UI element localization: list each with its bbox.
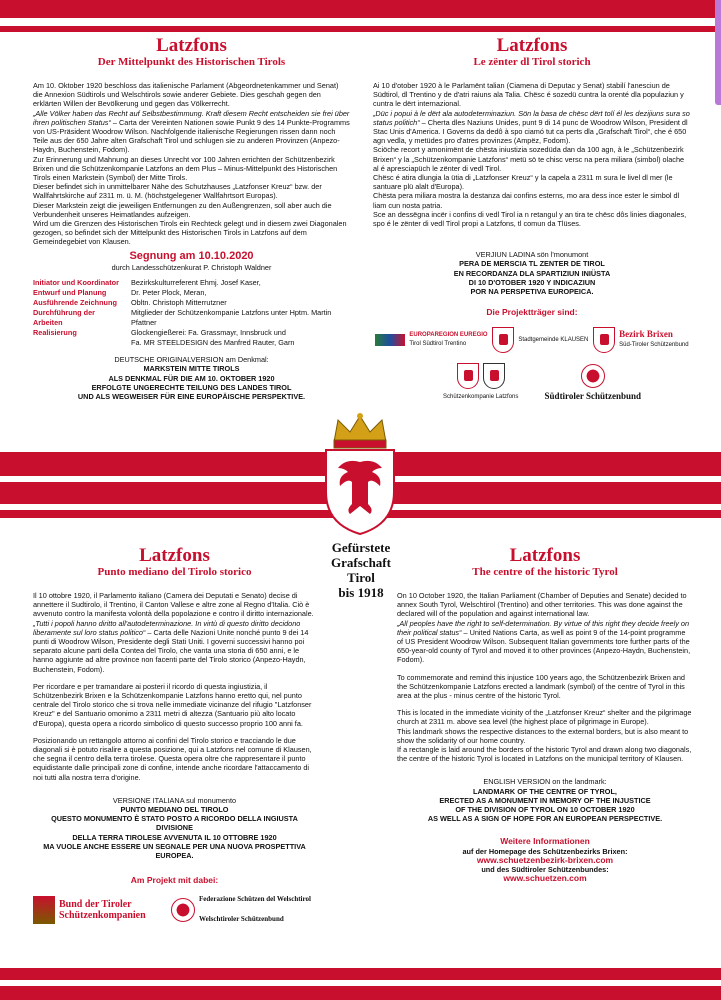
credit-name: Fa. MR STEELDESIGN des Manfred Rauter, Garn (131, 338, 295, 348)
english-p2: „All peoples have the right to self-determination. By virtue of this right they decide freely on their political status“ – United Nations Carta, as well as point 9 of the 14-point programme of US President Woodrow Wilson. Subsequent Italian governments tore further parts of the 650-year-old county of Tyrol and moved it to other provinces (Anpezo-Haydn, Buchenstein, Fodom). (397, 618, 691, 665)
tyrol-coat-of-arms (316, 412, 404, 538)
italian-title: Latzfons (139, 545, 210, 566)
italian-subtitle: Punto mediano del Tirolo storico (97, 566, 252, 578)
german-orig-2: ALS DENKMAL FÜR DIE AM 10. OKTOBER 1920 (108, 373, 275, 383)
eagle-icon (581, 364, 605, 388)
link-schuetzenbezirk[interactable]: www.schuetzenbezirk-brixen.com (476, 854, 614, 865)
credit-role: Durchführung der Arbeiten (33, 308, 96, 327)
ladin-title: Latzfons (496, 35, 568, 56)
german-orig-1: MARKSTEIN MITTE TIROLS (143, 364, 240, 374)
ladin-orig-4: POR NA PERSPETIVA EUROPEICA. (470, 287, 594, 297)
logo-brixen: Bezirk Brixen Süd-Tiroler Schützenbund (593, 327, 688, 353)
sponsors-heading: Die Projektträger sind: (486, 307, 578, 318)
bund-emblem-icon (33, 896, 55, 924)
credit-name: Mitglieder der Schützenkompanie Latzfons unter Hptm. Martin Pfattner (131, 308, 332, 327)
italian-p2: „Tutti i popoli hanno diritto all'autodeterminazione. In virtù di questo diritto decidono liberamente sul loro status politico“ – Carta delle Nazioni Unite nonché punto 9 dei 14 punti di Woodrow Wilson, Presidente degli Stati Uniti. I governi successivi hanno poi separato alcune parti della Contea del Tirolo, che vanta una storia di 650 anni, e le hanno aggiunte ad altre province non facenti parte del Tirolo storico (Anpezo-Haydn, Buchenstein, Fodom). (33, 618, 309, 674)
support-heading: Am Projekt mit dabei: (130, 875, 219, 886)
italian-p3: Per ricordare e per tramandare ai posteri il ricordo di questa ingiustizia, il Schützenbezirk Brixen e la Schützenkompanie Latzfons hanno eretto qui, nel punto centrale del Tirolo storico che si trova nelle immediate vicinanze del rifugio "Latzfonser Kreuz" e del Santuario omonimo a 2311 metri di altezza (Santuario più alto locato d'Europa), questa opera a ricordo simbolico di questo successo proprio 100 anni fa. (33, 681, 312, 728)
english-p6: If a rectangle is laid around the borders of the historic Tyrol and drawn along two diagonals, the centre of the historic Tyrol is located in Latzfons on the municipal territory of Klausen. (397, 745, 692, 764)
english-orig-2: ERECTED AS A MONUMENT IN MEMORY OF THE INJUSTICE (439, 795, 651, 805)
ladin-orig-2: EN RECORDANZA DLA SPARTIZIUN INIÜSTA (453, 268, 611, 278)
italian-orig-head: VERSIONE ITALIANA sul monumento (112, 795, 237, 805)
italian-orig-3: DELLA TERRA TIROLESE AVVENUTA IL 10 OTTOBRE 1920 (72, 832, 277, 842)
credit-role: Entwurf und Planung (33, 288, 107, 298)
german-p4: Dieser befindet sich in unmittelbarer Nähe des Schutzhauses „Latzfonser Kreuz“ bzw. der Wallfahrtskirche auf 2311 m. ü. M. (höchstgelegener Wallfahrtsort Europas). (33, 182, 322, 201)
credits-list (33, 278, 350, 347)
logo-bund: Bund der Tiroler Schützenkompanien (33, 896, 159, 924)
credit-role: Ausführende Zeichnung (33, 298, 117, 308)
top-red-stripe (0, 26, 721, 32)
italian-section (33, 546, 316, 925)
credit-name: Obltn. Christoph Mitterrutzner (131, 298, 227, 308)
ladin-p5: Chësta pera miliara mostra la destanza dai confins esterns, mo ara dess ince ester le simbol dl liam cun nosta patria. (373, 191, 680, 210)
blessing-date: Segnung am 10.10.2020 (129, 249, 254, 262)
klausen-shield-icon (492, 327, 514, 353)
shield-icon (326, 450, 394, 534)
english-p5: This landmark shows the respective distances to the external borders, but is also meant to show the solidarity of our home country. (397, 726, 689, 745)
credit-name: Glockengießerei: Fa. Grassmayr, Innsbruck und (131, 327, 286, 337)
german-p3: Zur Erinnerung und Mahnung an dieses Unrecht vor 100 Jahren errichten der Schützenbezirk Brixen und die Schützenkompanie Latzfons an dem Plus – Minus-Mittelpunkt des Historischen Tirols einen Markstein (Symbol) der Mitte Tirols. (33, 154, 338, 183)
german-subtitle: Der Mittelpunkt des Historischen Tirols (97, 56, 286, 68)
brixen-shield-icon (593, 327, 615, 353)
ladin-p1: Ai 10 d'otober 1920 à le Parlamënt talian (Ciamena di Deputac y Senat) stabilí l'anesciun de Südtirol, dl Trentino y de d'atri raiuns ala Talia. Chësc é sozedü cuntra la orenté dla populaziun y cuntra le dërt internazional. (373, 81, 684, 109)
ladin-p3: Sciöche recort y amonimënt de chësta iniustizia sozedüda dan da 100 agn, à le „Schützenbezirk Brixen“ y la „Schützenkompanie Latzfons“ metü sö te chisc versc na pera miliara (simbol) olache al é apresciapüch le zënter di vedl Tirol. (373, 145, 685, 173)
italian-p4: Posizionando un rettangolo attorno ai confini del Tirolo storico e tracciando le due diagonali si è potuto risalire a questa posizione, qui a Latzfons nel comune di Klausen, che segna il centro della terra tirolese. Questa opera oltre che rappresentare il punto equidistante dalle principali zone di confine, intende anche ricordare l'attaccamento di noi tutti alla nostra terra d'origine. (33, 735, 312, 782)
link-schuetzen[interactable]: www.schuetzen.com (503, 873, 587, 884)
italian-orig-4: MA VUOLE ANCHE ESSERE UN SEGNALE PER UNA NUOVA PROSPETTIVA EUROPEA. (43, 841, 306, 861)
credit-role: Realisierung (33, 327, 77, 337)
english-orig-head: ENGLISH VERSION on the landmark: (483, 777, 607, 787)
english-p4: This is located in the immediate vicinity of the „Latzfonser Kreuz“ shelter and the pilgrimage church at 2311 m. above sea level (the highest place of pilgrimage in Europe). (397, 708, 692, 727)
logo-latzfons: Schützenkompanie Latzfons (443, 363, 518, 402)
german-orig-3: ERFOLGTE UNGERECHTE TEILUNG DES LANDES TIROL (91, 382, 292, 392)
credit-name: Bezirkskulturreferent Ehmj. Josef Kaser, (131, 277, 261, 287)
info-line-2: und des Südtiroler Schützenbundes: (481, 865, 609, 875)
ladin-orig-1: PERA DE MERSCIA TL ZENTER DE TIROL (459, 259, 605, 269)
crown-icon (334, 413, 386, 448)
german-orig-4: UND ALS WEGWEISER FÜR EINE EUROPÄISCHE PERSPEKTIVE. (77, 392, 306, 402)
center-label: Gefürstete Grafschaft Tirol bis 1918 (331, 540, 391, 600)
german-p6: Wird um die Grenzen des Historischen Tirols ein Rechteck gelegt und in diesem zwei Diagonalen gezogen, so befindet sich der Mittelpunkt des Historischen Tirols in Latzfons auf dem Gemeindegebiet von Klausen. (33, 219, 347, 247)
support-logos (33, 895, 316, 925)
credit-role (33, 338, 125, 347)
ladin-orig-3: DI 10 D'OTOBER 1920 Y INDICAZIUN (468, 277, 596, 287)
german-orig-head: DEUTSCHE ORIGINALVERSION am Denkmal: (114, 355, 269, 365)
info-heading: Weitere Informationen (500, 836, 590, 847)
german-p2: „Alle Völker haben das Recht auf Selbstbestimmung. Kraft diesem Recht entscheiden sie frei über ihren politischen Status“ – Carta der Vereinten Nationen sowie Punkt 9 des 14 Punkte-Programms von US-Präsident Woodrow Wilson. Nachfolgende italienische Regierungen rissen dann noch Teile aus der 650 Jahre alten Grafschaft Tirol und schlugen sie zu anderen Provinzen (Anpezo-Haydn, Buchenstein, Fodom). (33, 108, 350, 155)
english-orig-3: OF THE DIVISION OF TYROL ON 10 OCTOBER 1920 (455, 805, 635, 815)
ladin-p2: „Düc i popui à le dërt ala autodeterminaziun. Sön la basa de chësc dërt tolí él les dezijiuns sura so status politich“ – Cherta dles Naziuns Unides, punt 9 di 14 punc de Woodrow Wilson, President dl Stac Unis d'America. I Governs da dedô à spo ciamó tut ca perts dla „Grafschaft Tirol“, che é 650 agn vedla, y metüdes pro d'atres provinzes (Ampëz, Fodom). (373, 108, 690, 146)
german-p5: Dieser Markstein zeigt die jeweiligen Entfernungen zu den Außengrenzen, soll aber auch die Verbundenheit unseres Heimatlandes aufzeigen. (33, 200, 332, 219)
bottom-red-stripe (0, 968, 721, 980)
logo-klausen: Stadtgemeinde KLAUSEN (492, 327, 588, 353)
german-title: Latzfons (156, 35, 227, 56)
logo-sts: Südtiroler Schützenbund (545, 364, 641, 401)
english-orig-4: AS WELL AS A SIGN OF HOPE FOR AN EUROPEAN PERSPECTIVE. (427, 814, 663, 824)
italian-p1: Il 10 ottobre 1920, il Parlamento italiano (Camera dei Deputati e Senato) decise di annettere il Sudtirolo, il Trentino, il Canton Vallese e altre zone al Regno d'Italia. Ciò è avvenuto contro la manifesta volontà della popolazione e contro il diritto internazionale. (33, 591, 314, 619)
info-line-1: auf der Homepage des Schützenbezirks Brixen: (462, 846, 628, 856)
ladin-section (373, 36, 691, 413)
ladin-orig-head: VERJIUN LADINA sön l'monumont (475, 250, 589, 260)
english-subtitle: The centre of the historic Tyrol (472, 566, 618, 578)
logo-euregio: EUROPAREGION EUREGIO Tirol Südtirol Trentino (375, 331, 487, 349)
german-section (33, 36, 350, 401)
federazione-eagle-icon (171, 898, 195, 922)
english-p3: To commemorate and remind this injustice 100 years ago, the Schützenbezirk Brixen and the Schützenkompanie Latzfons erected a landmark (symbol) of the centre of Tyrol in this area at the plus - minus centre of the historic Tyrol. (397, 672, 685, 701)
ladin-subtitle: Le zënter dl Tirol storich (473, 56, 591, 68)
english-section (397, 546, 693, 883)
italian-orig-2: QUESTO MONUMENTO È STATO POSTO A RICORDO DELLA INGIUSTA DIVISIONE (51, 814, 298, 833)
english-orig-1: LANDMARK OF THE CENTRE OF TYROL, (473, 786, 617, 796)
page-tab-marker (715, 0, 721, 105)
latzfons-shield-icon (457, 363, 479, 389)
ladin-p6: Sce an dessëgna incër i confins di vedl Tirol ia n retangul y an tira te chësc dôs linies diagonales, spo é le zënter di vedl Tirol propi a Latzfons, tl comun da Tlüses. (373, 209, 687, 229)
italian-orig-1: PUNTO MEDIANO DEL TIROLO (120, 805, 229, 815)
euregio-flag-icon (375, 334, 405, 346)
logo-federazione: Federazione Schützen del Welschtirol Welschtiroler Schützenbund (171, 895, 311, 925)
bottom-red-band (0, 986, 721, 1000)
ladin-p4: Chësc é atira dlungia la ütia di „Latzfonser Kreuz“ y la capela a 2311 m sura le livel dl mer (le santuare plü alalt d'Europa). (373, 173, 673, 192)
english-p1: On 10 October 1920, the Italian Parliament (Chamber of Deputies and Senate) decided to annex South Tyrol, Welschtirol (Trentino) and other territories. This was done against the declared will of the population and against international law. (397, 591, 687, 619)
credit-role: Initiator und Koordinator (33, 277, 119, 287)
sponsor-logos-row-1 (373, 327, 691, 353)
german-p1: Am 10. Oktober 1920 beschloss das italienische Parlament (Abgeordnetenkammer und Senat) die Annexion Südtirols und Welschtirols sowie anderer Gebiete. Dies geschah gegen den erklärten Willen der Bevölkerung und gegen das Völkerrecht. (33, 81, 339, 109)
blessing-by: durch Landesschützenkurat P. Christoph Waldner (111, 262, 272, 272)
credit-name: Dr. Peter Plock, Meran, (131, 288, 207, 298)
sponsor-logos-row-2 (373, 363, 691, 402)
latzfons-shield-icon-2 (483, 363, 505, 389)
english-title: Latzfons (509, 545, 581, 566)
top-red-band (0, 0, 721, 18)
